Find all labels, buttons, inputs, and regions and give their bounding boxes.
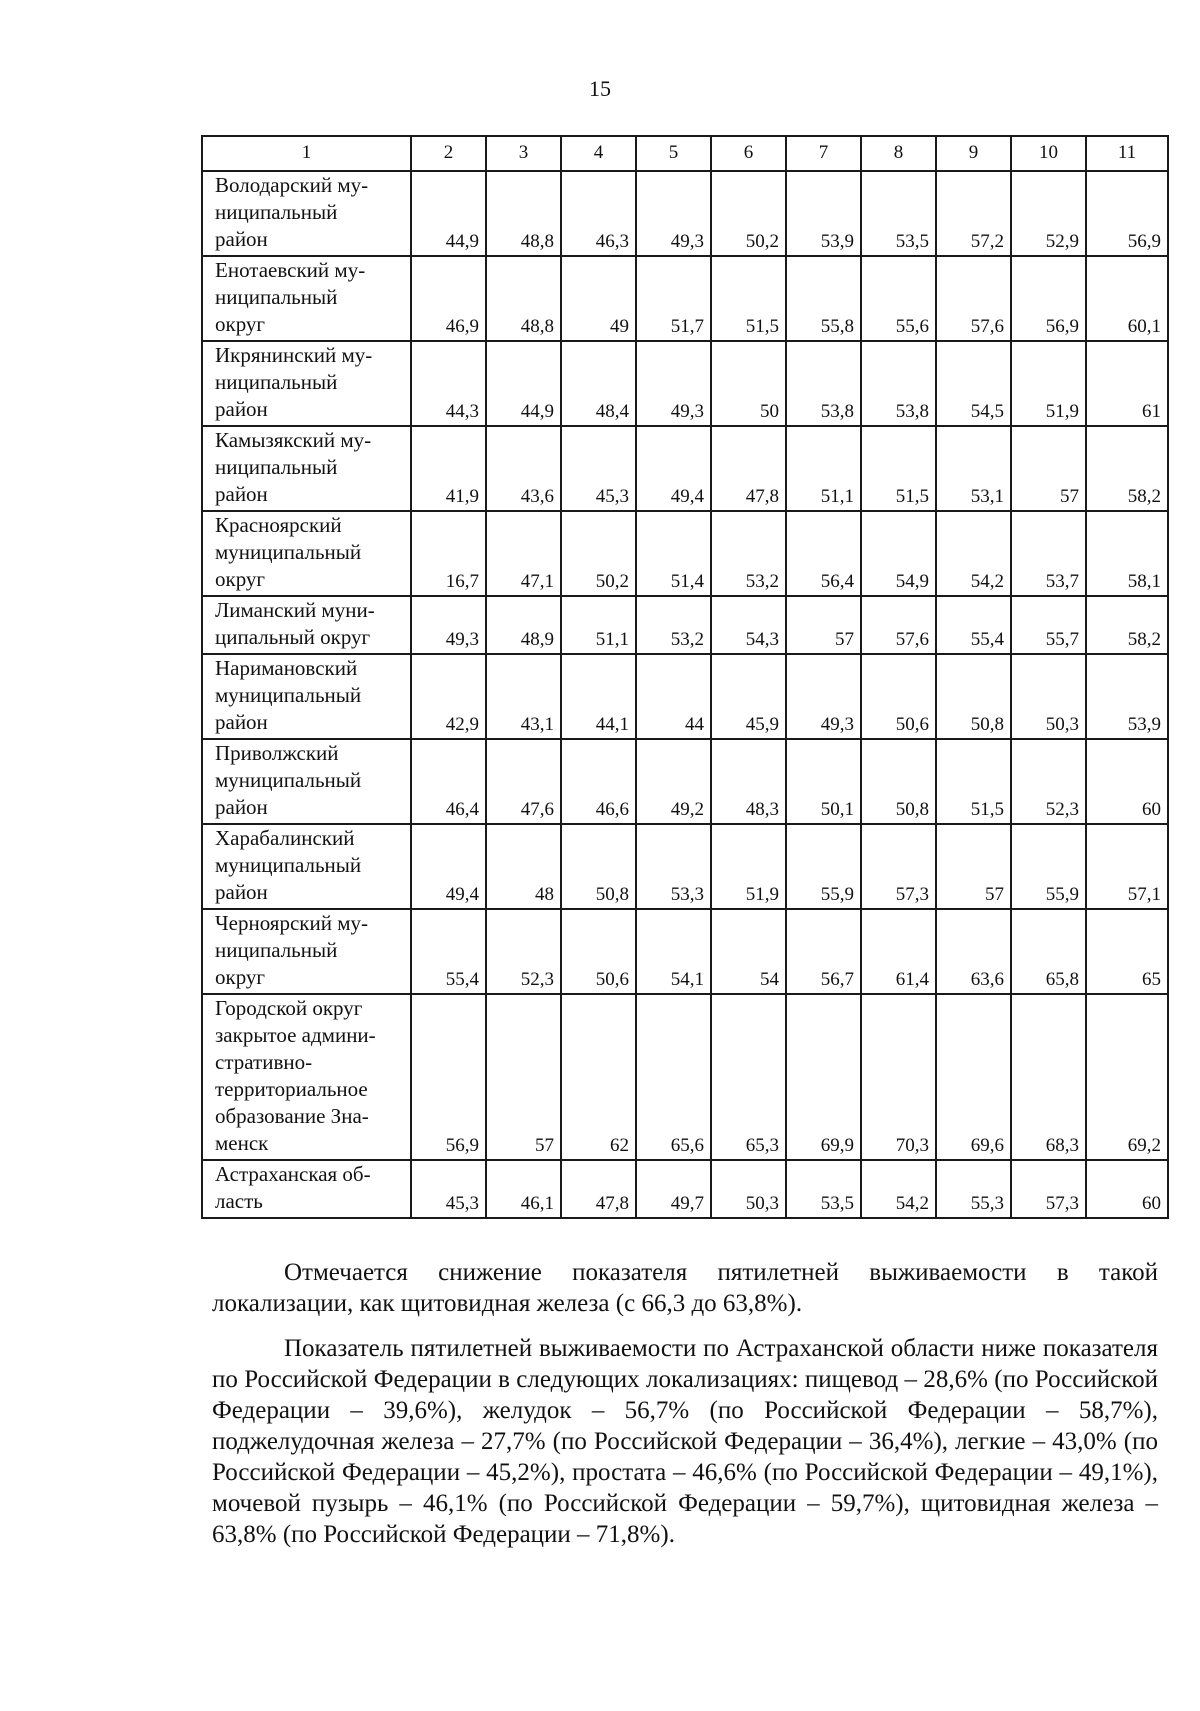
value-cell: 42,9	[411, 654, 486, 739]
value-cell: 46,6	[561, 739, 636, 824]
value-cell: 57,2	[936, 171, 1011, 256]
value-cell: 50,6	[561, 909, 636, 994]
table-row	[202, 654, 1168, 739]
value-cell: 46,1	[486, 1160, 561, 1218]
text-paragraph-1	[212, 1257, 1158, 1319]
text-paragraph-2	[212, 1333, 1158, 1550]
value-cell: 48,8	[486, 171, 561, 256]
value-cell: 53,8	[786, 341, 861, 426]
column-header-2: 2	[411, 136, 486, 171]
value-cell: 45,9	[711, 654, 786, 739]
value-cell: 41,9	[411, 426, 486, 511]
column-header-10: 10	[1011, 136, 1086, 171]
value-cell: 65,6	[636, 994, 711, 1160]
value-cell: 51,9	[1011, 341, 1086, 426]
value-cell: 48,9	[486, 596, 561, 654]
value-cell: 51,1	[561, 596, 636, 654]
column-header-11: 11	[1086, 136, 1168, 171]
column-header-5: 5	[636, 136, 711, 171]
value-cell: 51,1	[786, 426, 861, 511]
value-cell: 60	[1086, 739, 1168, 824]
table-row	[202, 739, 1168, 824]
value-cell: 55,9	[786, 824, 861, 909]
value-cell: 54,1	[636, 909, 711, 994]
table-row	[202, 596, 1168, 654]
value-cell: 54,5	[936, 341, 1011, 426]
value-cell: 53,3	[636, 824, 711, 909]
region-cell: Икрянинский му- ниципальный район	[202, 341, 411, 426]
value-cell: 57,6	[861, 596, 936, 654]
value-cell: 43,1	[486, 654, 561, 739]
paragraph: Показатель пятилетней выживаемости по Астраханской области ниже показателя по Российской Федерации в следующих локализациях: пищевод – 28,6% (по Российской Федерации – 39,6%), желудок – 56,7% (по Российской Федерации – 58,7%), поджелудочная железа – 27,7% (по Российской Федерации – 36,4%), легкие – 43,0% (по Российской Федерации – 45,2%), простата – 46,6% (по Российской Федерации – 49,1%), мочевой пузырь – 46,1% (по Российской Федерации – 59,7%), щитовидная железа – 63,8% (по Российской Федерации – 71,8%).	[212, 1335, 1158, 1548]
value-cell: 50,6	[861, 654, 936, 739]
value-cell: 54,9	[861, 511, 936, 596]
region-cell: Черноярский му- ниципальный округ	[202, 909, 411, 994]
value-cell: 61,4	[861, 909, 936, 994]
value-cell: 45,3	[561, 426, 636, 511]
value-cell: 49,3	[636, 341, 711, 426]
region-cell: Наримановский муниципальный район	[202, 654, 411, 739]
value-cell: 53,9	[1086, 654, 1168, 739]
value-cell: 54	[711, 909, 786, 994]
value-cell: 16,7	[411, 511, 486, 596]
value-cell: 54,2	[936, 511, 1011, 596]
value-cell: 51,5	[711, 256, 786, 341]
column-header-8: 8	[861, 136, 936, 171]
value-cell: 50,3	[1011, 654, 1086, 739]
value-cell: 47,8	[711, 426, 786, 511]
table-row	[202, 171, 1168, 256]
value-cell: 44,3	[411, 341, 486, 426]
value-cell: 50,2	[711, 171, 786, 256]
value-cell: 51,9	[711, 824, 786, 909]
value-cell: 63,6	[936, 909, 1011, 994]
value-cell: 60,1	[1086, 256, 1168, 341]
value-cell: 53,9	[786, 171, 861, 256]
value-cell: 54,2	[861, 1160, 936, 1218]
value-cell: 55,8	[786, 256, 861, 341]
value-cell: 53,5	[786, 1160, 861, 1218]
value-cell: 48,8	[486, 256, 561, 341]
value-cell: 55,4	[936, 596, 1011, 654]
value-cell: 51,4	[636, 511, 711, 596]
value-cell: 53,2	[636, 596, 711, 654]
value-cell: 50,1	[786, 739, 861, 824]
value-cell: 55,9	[1011, 824, 1086, 909]
table-row	[202, 909, 1168, 994]
value-cell: 57	[936, 824, 1011, 909]
table-row	[202, 994, 1168, 1160]
table-row	[202, 1160, 1168, 1218]
value-cell: 43,6	[486, 426, 561, 511]
value-cell: 51,5	[936, 739, 1011, 824]
survival-table	[201, 135, 1169, 1219]
value-cell: 49,4	[636, 426, 711, 511]
value-cell: 47,6	[486, 739, 561, 824]
value-cell: 57	[786, 596, 861, 654]
value-cell: 50,8	[861, 739, 936, 824]
value-cell: 48,4	[561, 341, 636, 426]
value-cell: 53,2	[711, 511, 786, 596]
value-cell: 53,5	[861, 171, 936, 256]
value-cell: 56,7	[786, 909, 861, 994]
table-header-row	[202, 136, 1168, 171]
value-cell: 69,6	[936, 994, 1011, 1160]
value-cell: 44,9	[486, 341, 561, 426]
region-cell: Красноярский муниципальный округ	[202, 511, 411, 596]
value-cell: 69,2	[1086, 994, 1168, 1160]
region-cell: Приволжский муниципальный район	[202, 739, 411, 824]
column-header-1: 1	[202, 136, 411, 171]
value-cell: 46,4	[411, 739, 486, 824]
value-cell: 47,8	[561, 1160, 636, 1218]
value-cell: 51,7	[636, 256, 711, 341]
value-cell: 58,2	[1086, 426, 1168, 511]
value-cell: 47,1	[486, 511, 561, 596]
value-cell: 49	[561, 256, 636, 341]
value-cell: 53,7	[1011, 511, 1086, 596]
value-cell: 52,9	[1011, 171, 1086, 256]
value-cell: 65,8	[1011, 909, 1086, 994]
value-cell: 49,7	[636, 1160, 711, 1218]
region-cell: Володарский му- ниципальный район	[202, 171, 411, 256]
page-number: 15	[589, 76, 611, 101]
table-row	[202, 341, 1168, 426]
value-cell: 61	[1086, 341, 1168, 426]
value-cell: 57,6	[936, 256, 1011, 341]
value-cell: 57	[1011, 426, 1086, 511]
value-cell: 45,3	[411, 1160, 486, 1218]
value-cell: 46,3	[561, 171, 636, 256]
value-cell: 44	[636, 654, 711, 739]
value-cell: 68,3	[1011, 994, 1086, 1160]
paragraph: Отмечается снижение показателя пятилетней выживаемости в такой локализации, как щитовидная железа (с 66,3 до 63,8%).	[212, 1259, 1158, 1317]
value-cell: 56,4	[786, 511, 861, 596]
table-row	[202, 426, 1168, 511]
table-row	[202, 256, 1168, 341]
value-cell: 56,9	[411, 994, 486, 1160]
table-row	[202, 824, 1168, 909]
value-cell: 54,3	[711, 596, 786, 654]
value-cell: 56,9	[1086, 171, 1168, 256]
region-cell: Харабалинский муниципальный район	[202, 824, 411, 909]
value-cell: 46,9	[411, 256, 486, 341]
value-cell: 65,3	[711, 994, 786, 1160]
value-cell: 48	[486, 824, 561, 909]
column-header-7: 7	[786, 136, 861, 171]
value-cell: 52,3	[1011, 739, 1086, 824]
column-header-3: 3	[486, 136, 561, 171]
region-cell: Камызякский му- ниципальный район	[202, 426, 411, 511]
value-cell: 55,7	[1011, 596, 1086, 654]
value-cell: 57,3	[861, 824, 936, 909]
value-cell: 58,2	[1086, 596, 1168, 654]
column-header-4: 4	[561, 136, 636, 171]
value-cell: 49,3	[636, 171, 711, 256]
value-cell: 55,4	[411, 909, 486, 994]
value-cell: 65	[1086, 909, 1168, 994]
region-cell: Лиманский муни- ципальный округ	[202, 596, 411, 654]
value-cell: 58,1	[1086, 511, 1168, 596]
table-body	[202, 171, 1168, 1218]
column-header-6: 6	[711, 136, 786, 171]
value-cell: 52,3	[486, 909, 561, 994]
value-cell: 55,3	[936, 1160, 1011, 1218]
value-cell: 57	[486, 994, 561, 1160]
value-cell: 53,1	[936, 426, 1011, 511]
value-cell: 51,5	[861, 426, 936, 511]
region-cell: Енотаевский му- ниципальный округ	[202, 256, 411, 341]
value-cell: 70,3	[861, 994, 936, 1160]
value-cell: 50,8	[936, 654, 1011, 739]
value-cell: 53,8	[861, 341, 936, 426]
value-cell: 50	[711, 341, 786, 426]
value-cell: 44,9	[411, 171, 486, 256]
value-cell: 49,3	[786, 654, 861, 739]
table-row	[202, 511, 1168, 596]
value-cell: 60	[1086, 1160, 1168, 1218]
value-cell: 56,9	[1011, 256, 1086, 341]
value-cell: 44,1	[561, 654, 636, 739]
value-cell: 57,1	[1086, 824, 1168, 909]
value-cell: 55,6	[861, 256, 936, 341]
region-cell: Астраханская об- ласть	[202, 1160, 411, 1218]
value-cell: 48,3	[711, 739, 786, 824]
value-cell: 50,8	[561, 824, 636, 909]
value-cell: 49,3	[411, 596, 486, 654]
region-cell: Городской округ закрытое админи- стративно- территориальное образование Зна- менск	[202, 994, 411, 1160]
value-cell: 69,9	[786, 994, 861, 1160]
value-cell: 49,2	[636, 739, 711, 824]
value-cell: 57,3	[1011, 1160, 1086, 1218]
column-header-9: 9	[936, 136, 1011, 171]
value-cell: 49,4	[411, 824, 486, 909]
value-cell: 50,2	[561, 511, 636, 596]
value-cell: 62	[561, 994, 636, 1160]
value-cell: 50,3	[711, 1160, 786, 1218]
